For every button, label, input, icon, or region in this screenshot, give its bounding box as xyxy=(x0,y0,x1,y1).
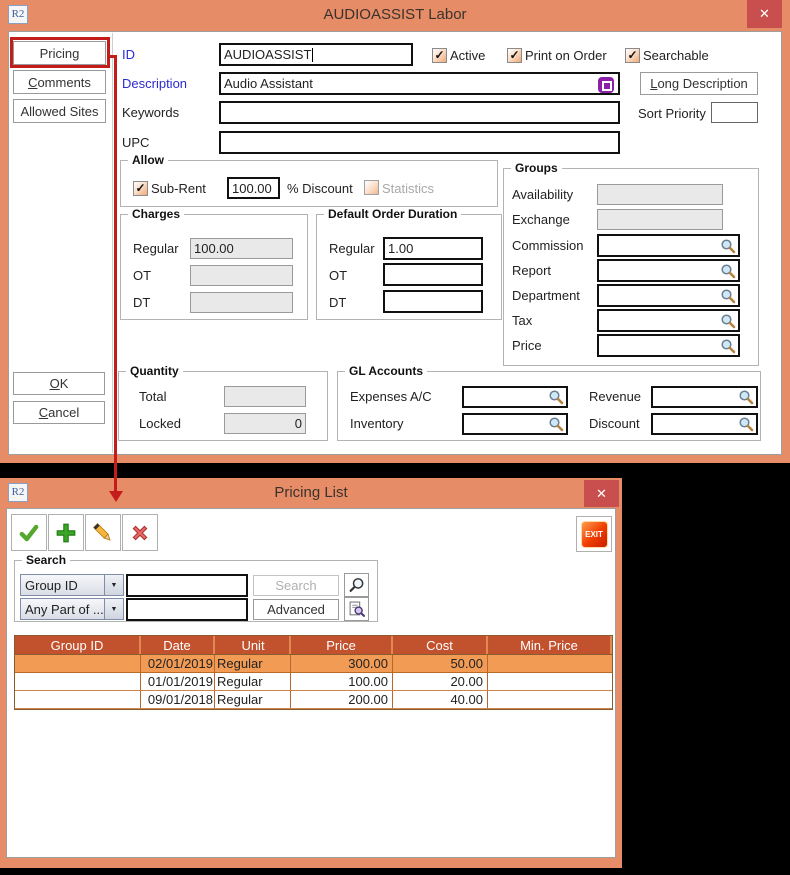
long-description-button[interactable]: Long Description xyxy=(640,72,758,95)
lookup-magnifier-icon[interactable] xyxy=(548,416,564,432)
advanced-search-icon xyxy=(348,601,365,618)
cancel-button[interactable]: Cancel xyxy=(13,401,105,424)
description-label: Description xyxy=(122,76,188,91)
charges-dt-input xyxy=(190,292,293,313)
search-field-dropdown[interactable]: Group ID ▼ xyxy=(20,574,124,596)
allowed-sites-button[interactable]: Allowed Sites xyxy=(13,99,106,123)
inventory-input[interactable] xyxy=(462,413,568,435)
cell-cost[interactable]: 20.00 xyxy=(393,673,488,690)
plus-icon xyxy=(55,522,77,544)
lookup-magnifier-icon[interactable] xyxy=(720,238,736,254)
charges-regular-input: 100.00 xyxy=(190,238,293,259)
keywords-label: Keywords xyxy=(122,105,180,120)
cell-price[interactable]: 100.00 xyxy=(291,673,393,690)
table-row[interactable] xyxy=(15,655,612,673)
report-input[interactable] xyxy=(597,259,740,282)
print-on-order-checkbox[interactable]: ✓ xyxy=(507,48,522,63)
header-unit: Unit xyxy=(215,636,291,654)
tax-label: Tax xyxy=(512,313,533,328)
availability-input xyxy=(597,184,723,205)
pricing-button[interactable]: Pricing xyxy=(13,41,106,65)
advanced-search-button[interactable] xyxy=(344,597,369,621)
exit-icon: EXIT xyxy=(581,521,608,548)
search-value2-input[interactable] xyxy=(126,598,248,621)
table-header-row xyxy=(15,636,612,655)
header-min-price: Min. Price xyxy=(488,636,612,654)
locked-label: Locked xyxy=(139,416,181,431)
pricing-table xyxy=(14,635,613,710)
annotation-highlight-rect xyxy=(10,37,110,68)
charges-ot-label: OT xyxy=(133,268,152,283)
commission-label: Commission xyxy=(512,238,584,253)
description-popup-icon[interactable] xyxy=(598,77,614,93)
statistics-checkbox xyxy=(364,180,379,195)
delete-button[interactable] xyxy=(122,514,158,551)
cell-cost[interactable]: 40.00 xyxy=(393,691,488,708)
exchange-label: Exchange xyxy=(512,212,570,227)
inventory-label: Inventory xyxy=(350,416,404,431)
duration-legend: Default Order Duration xyxy=(324,207,461,221)
item-window-titlebar[interactable] xyxy=(0,0,790,30)
searchable-checkbox[interactable]: ✓ xyxy=(625,48,640,63)
search-button[interactable]: Search xyxy=(253,575,339,596)
header-price: Price xyxy=(291,636,393,654)
table-row[interactable] xyxy=(15,691,612,709)
cell-group-id[interactable] xyxy=(15,655,141,672)
lookup-magnifier-icon[interactable] xyxy=(720,263,736,279)
cell-unit[interactable]: Regular xyxy=(215,691,291,708)
gl-discount-input[interactable] xyxy=(651,413,758,435)
annotation-arrow-line xyxy=(114,55,117,491)
duration-ot-input[interactable] xyxy=(383,263,483,286)
gl-discount-label: Discount xyxy=(589,416,640,431)
table-row[interactable] xyxy=(15,673,612,691)
upc-input[interactable] xyxy=(219,131,620,154)
add-button[interactable] xyxy=(48,514,84,551)
lookup-magnifier-icon[interactable] xyxy=(720,313,736,329)
cell-cost[interactable]: 50.00 xyxy=(393,655,488,672)
exchange-input xyxy=(597,209,723,230)
expenses-label: Expenses A/C xyxy=(350,389,432,404)
active-label: Active xyxy=(450,48,486,63)
edit-button[interactable] xyxy=(85,514,121,551)
close-icon[interactable]: ✕ xyxy=(584,480,619,507)
search-match-dropdown[interactable]: Any Part of ... ▼ xyxy=(20,598,124,620)
text-caret xyxy=(312,48,313,62)
discount-label: % Discount xyxy=(287,181,353,196)
commission-input[interactable] xyxy=(597,234,740,257)
cell-min-price[interactable] xyxy=(488,655,612,672)
department-input[interactable] xyxy=(597,284,740,307)
revenue-label: Revenue xyxy=(589,389,642,404)
duration-ot-label: OT xyxy=(329,268,348,283)
header-date: Date xyxy=(141,636,215,654)
pencil-icon xyxy=(92,522,114,544)
keywords-input[interactable] xyxy=(219,101,620,124)
statistics-label: Statistics xyxy=(382,181,435,196)
accept-button[interactable] xyxy=(11,514,47,551)
charges-legend: Charges xyxy=(128,207,184,221)
search-value-input[interactable] xyxy=(126,574,248,597)
pricing-list-window xyxy=(0,478,622,868)
price-label: Price xyxy=(512,338,542,353)
cell-group-id[interactable] xyxy=(15,673,141,690)
search-legend: Search xyxy=(22,553,70,567)
lookup-magnifier-icon[interactable] xyxy=(548,389,564,405)
availability-label: Availability xyxy=(512,187,574,202)
locked-input: 0 xyxy=(224,413,306,434)
r2-logo-icon: R2 xyxy=(8,5,28,24)
description-input[interactable]: Audio Assistant xyxy=(219,72,620,95)
cell-min-price[interactable] xyxy=(488,673,612,690)
revenue-input[interactable] xyxy=(651,386,758,408)
cell-date[interactable]: 01/01/2019 xyxy=(141,673,215,690)
cell-group-id[interactable] xyxy=(15,691,141,708)
x-icon xyxy=(129,522,151,544)
charges-regular-label: Regular xyxy=(133,241,179,256)
cell-unit[interactable]: Regular xyxy=(215,655,291,672)
id-input[interactable]: AUDIOASSIST xyxy=(219,43,413,66)
search-icon xyxy=(348,577,365,594)
discount-input[interactable]: 100.00 xyxy=(227,177,280,199)
sub-rent-checkbox[interactable]: ✓ xyxy=(133,181,148,196)
cell-date[interactable]: 09/01/2018 xyxy=(141,691,215,708)
cell-date[interactable]: 02/01/2019 xyxy=(141,655,215,672)
searchable-label: Searchable xyxy=(643,48,709,63)
lookup-magnifier-icon[interactable] xyxy=(720,338,736,354)
annotation-arrowhead-icon xyxy=(109,491,123,502)
print-on-order-label: Print on Order xyxy=(525,48,607,63)
r2-logo-icon: R2 xyxy=(8,483,28,502)
item-window-title: AUDIOASSIST Labor xyxy=(323,6,467,23)
groups-legend: Groups xyxy=(511,161,562,175)
search-magnifier-button[interactable] xyxy=(344,573,369,597)
cell-price[interactable]: 300.00 xyxy=(291,655,393,672)
lookup-magnifier-icon[interactable] xyxy=(720,288,736,304)
cell-unit[interactable]: Regular xyxy=(215,673,291,690)
header-cost: Cost xyxy=(393,636,488,654)
check-icon xyxy=(18,522,40,544)
tax-input[interactable] xyxy=(597,309,740,332)
duration-dt-label: DT xyxy=(329,295,347,310)
ok-button[interactable]: OK xyxy=(13,372,105,395)
allow-legend: Allow xyxy=(128,153,168,167)
sort-priority-label: Sort Priority xyxy=(638,106,706,121)
report-label: Report xyxy=(512,263,552,278)
duration-dt-input[interactable] xyxy=(383,290,483,313)
lookup-magnifier-icon[interactable] xyxy=(738,416,754,432)
sort-priority-input[interactable] xyxy=(711,102,758,123)
close-icon[interactable]: ✕ xyxy=(747,0,782,28)
sidebar-divider xyxy=(112,33,113,453)
cell-price[interactable]: 200.00 xyxy=(291,691,393,708)
total-label: Total xyxy=(139,389,167,404)
duration-regular-label: Regular xyxy=(329,241,375,256)
exit-button[interactable] xyxy=(576,516,612,552)
department-label: Department xyxy=(512,288,580,303)
sub-rent-label: Sub-Rent xyxy=(151,181,206,196)
lookup-magnifier-icon[interactable] xyxy=(738,389,754,405)
pricing-window-title: Pricing List xyxy=(274,484,348,501)
expenses-input[interactable] xyxy=(462,386,568,408)
charges-ot-input xyxy=(190,265,293,286)
chevron-down-icon[interactable]: ▼ xyxy=(104,599,123,619)
gl-accounts-legend: GL Accounts xyxy=(345,364,427,378)
id-label: ID xyxy=(122,47,135,62)
price-input[interactable] xyxy=(597,334,740,357)
advanced-button[interactable]: Advanced xyxy=(253,599,339,620)
cell-min-price[interactable] xyxy=(488,691,612,708)
total-input xyxy=(224,386,306,407)
pricing-window-titlebar[interactable] xyxy=(0,478,622,508)
comments-button[interactable]: Comments xyxy=(13,70,106,94)
duration-regular-input[interactable]: 1.00 xyxy=(383,237,483,260)
chevron-down-icon[interactable]: ▼ xyxy=(104,575,123,595)
charges-dt-label: DT xyxy=(133,295,151,310)
upc-label: UPC xyxy=(122,135,150,150)
active-checkbox[interactable]: ✓ xyxy=(432,48,447,63)
quantity-legend: Quantity xyxy=(126,364,183,378)
header-group-id: Group ID xyxy=(15,636,141,654)
